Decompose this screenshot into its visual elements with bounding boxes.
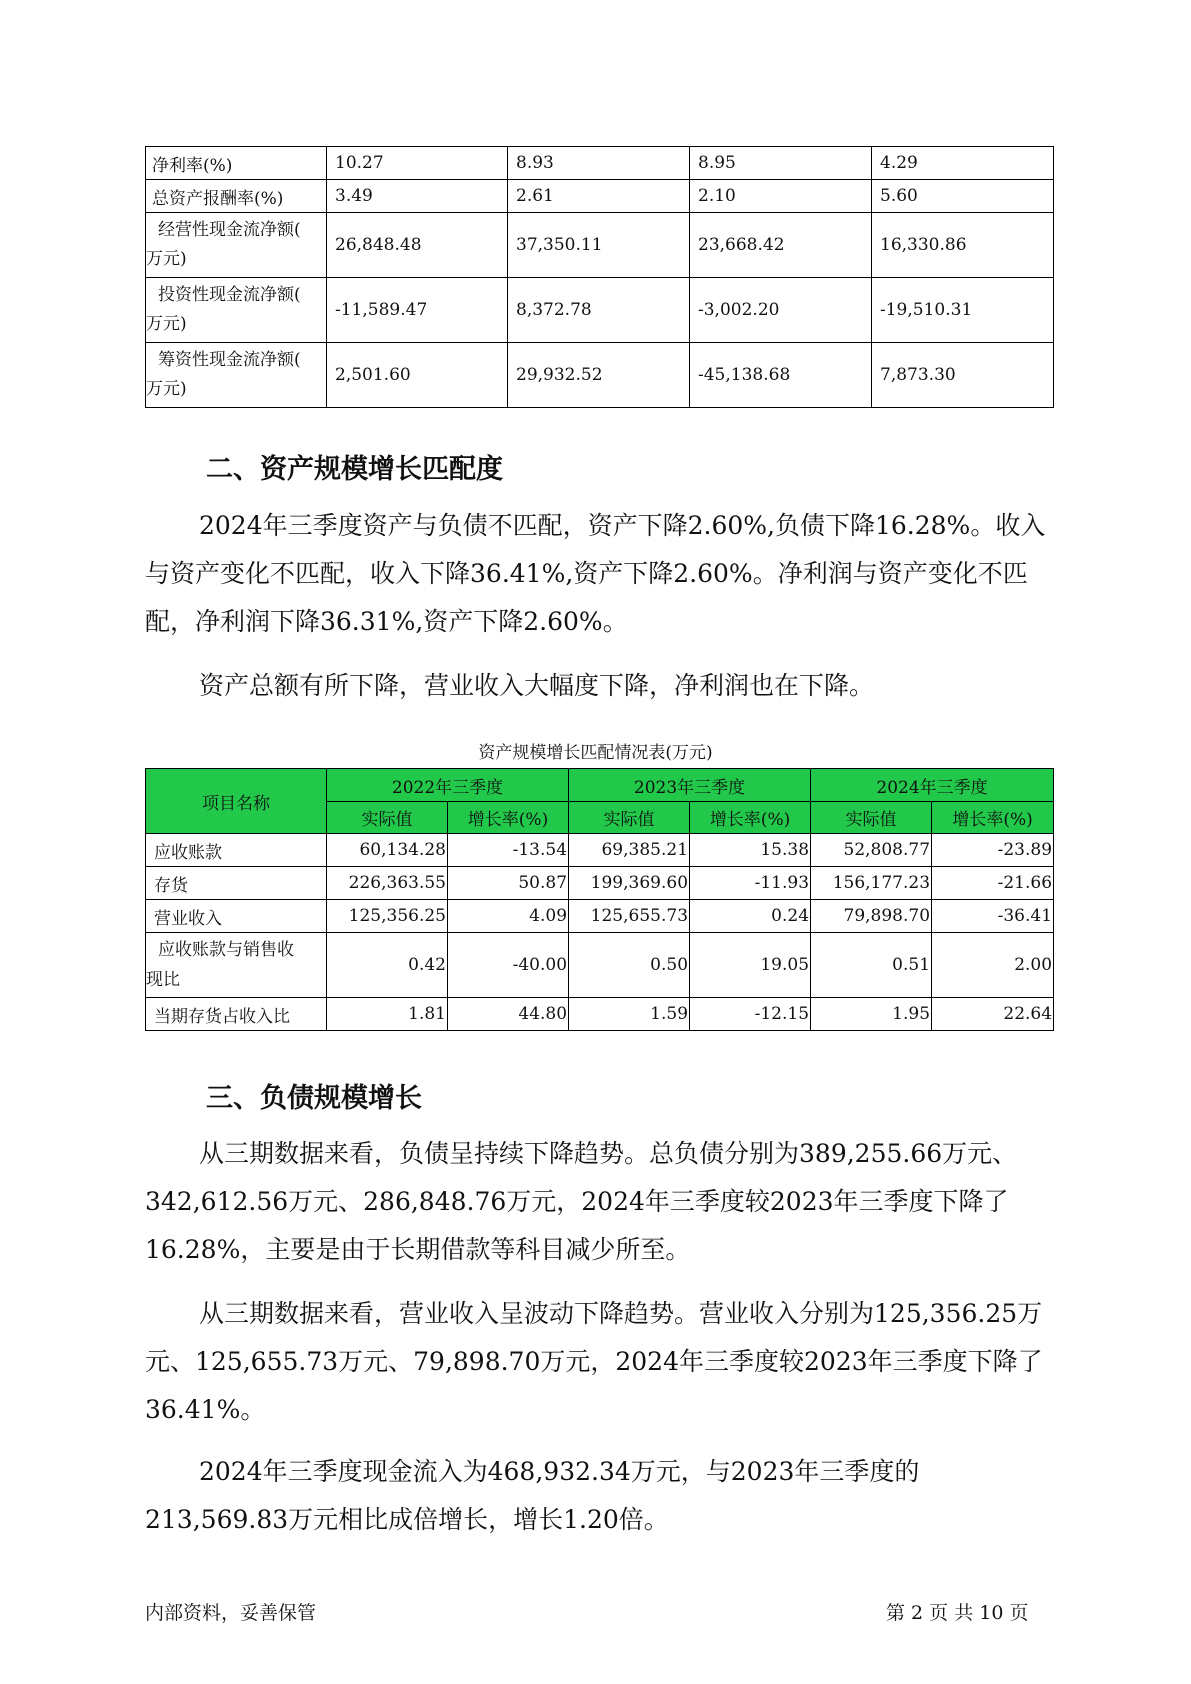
table-row: [146, 998, 1054, 1031]
row-label: 投资性现金流净额( 万元): [146, 278, 327, 343]
table-cell: 0.42: [327, 933, 448, 998]
table-cell: 0.24: [690, 900, 811, 933]
table-cell: 8,372.78: [508, 278, 690, 343]
table-cell: -45,138.68: [690, 343, 872, 408]
table-cell: -13.54: [448, 834, 569, 867]
table-cell: 1.59: [569, 998, 690, 1031]
table-cell: 2.61: [508, 180, 690, 213]
financial-ratio-table: [145, 146, 1054, 408]
table-cell: 10.27: [327, 147, 508, 180]
table-cell: 8.95: [690, 147, 872, 180]
table-cell: 52,808.77: [811, 834, 932, 867]
table-row: [146, 343, 1054, 408]
table-cell: 2,501.60: [327, 343, 508, 408]
table-row: [146, 180, 1054, 213]
table-cell: 8.93: [508, 147, 690, 180]
column-header-actual: 实际值: [569, 802, 690, 834]
table-cell: -3,002.20: [690, 278, 872, 343]
paragraph: 从三期数据来看，负债呈持续下降趋势。总负债分别为389,255.66万元、342,612.56万元、286,848.76万元，2024年三季度较2023年三季度下降了16.28%，主要是由于长期借款等科目减少所至。: [145, 1139, 1018, 1264]
table-cell: 125,356.25: [327, 900, 448, 933]
table-header-row: [146, 769, 1054, 802]
table-cell: 5.60: [872, 180, 1054, 213]
table-cell: 69,385.21: [569, 834, 690, 867]
table-cell: 2.00: [932, 933, 1054, 998]
section-heading: 三、负债规模增长: [206, 1083, 422, 1114]
paragraph: 2024年三季度现金流入为468,932.34万元，与2023年三季度的213,569.83万元相比成倍增长，增长1.20倍。: [145, 1457, 920, 1534]
table-cell: -36.41: [932, 900, 1054, 933]
footer-note: 内部资料，妥善保管: [145, 1602, 317, 1624]
table-row: [146, 213, 1054, 278]
table-row: [146, 147, 1054, 180]
row-label: 存货: [146, 867, 327, 900]
column-header-growth: 增长率(%): [448, 802, 569, 834]
table-row: [146, 834, 1054, 867]
row-label: 当期存货占收入比: [146, 998, 327, 1031]
table-cell: 0.50: [569, 933, 690, 998]
table-cell: 1.95: [811, 998, 932, 1031]
paragraph: 从三期数据来看，营业收入呈波动下降趋势。营业收入分别为125,356.25万元、125,655.73万元、79,898.70万元，2024年三季度较2023年三季度下降了36.41%。: [145, 1299, 1043, 1424]
row-label: 经营性现金流净额( 万元): [146, 213, 327, 278]
table-cell: 37,350.11: [508, 213, 690, 278]
table-row: [146, 933, 1054, 998]
table-row: [146, 278, 1054, 343]
table-cell: 26,848.48: [327, 213, 508, 278]
table-cell: 3.49: [327, 180, 508, 213]
table-cell: 15.38: [690, 834, 811, 867]
paragraph: 资产总额有所下降，营业收入大幅度下降，净利润也在下降。: [199, 671, 875, 700]
table-cell: -23.89: [932, 834, 1054, 867]
table-cell: 22.64: [932, 998, 1054, 1031]
row-label: 筹资性现金流净额( 万元): [146, 343, 327, 408]
table-cell: -19,510.31: [872, 278, 1054, 343]
section-heading: 二、资产规模增长匹配度: [206, 454, 503, 485]
table-caption: 资产规模增长匹配情况表(万元): [478, 743, 713, 763]
table-cell: -12.15: [690, 998, 811, 1031]
row-label: 应收账款与销售收 现比: [146, 933, 327, 998]
column-header-period: 2023年三季度: [569, 769, 811, 802]
table-cell: 44.80: [448, 998, 569, 1031]
table-cell: 50.87: [448, 867, 569, 900]
table-cell: 125,655.73: [569, 900, 690, 933]
column-header-item: 项目名称: [146, 769, 327, 834]
table-cell: 2.10: [690, 180, 872, 213]
table-cell: 7,873.30: [872, 343, 1054, 408]
column-header-period: 2022年三季度: [327, 769, 569, 802]
row-label: 营业收入: [146, 900, 327, 933]
column-header-actual: 实际值: [327, 802, 448, 834]
row-label: 总资产报酬率(%): [146, 180, 327, 213]
page-number: 第 2 页 共 10 页: [886, 1602, 1029, 1624]
column-header-period: 2024年三季度: [811, 769, 1054, 802]
table-cell: 4.29: [872, 147, 1054, 180]
column-header-growth: 增长率(%): [690, 802, 811, 834]
table-cell: 29,932.52: [508, 343, 690, 408]
table-row: [146, 900, 1054, 933]
table-cell: 226,363.55: [327, 867, 448, 900]
table-cell: -21.66: [932, 867, 1054, 900]
table-cell: 60,134.28: [327, 834, 448, 867]
table-cell: -11.93: [690, 867, 811, 900]
table-row: [146, 867, 1054, 900]
paragraph: 2024年三季度资产与负债不匹配，资产下降2.60%,负债下降16.28%。收入与资产变化不匹配，收入下降36.41%,资产下降2.60%。净利润与资产变化不匹配，净利润下降36.31%,资产下降2.60%。: [145, 511, 1046, 636]
table-cell: 0.51: [811, 933, 932, 998]
table-cell: 23,668.42: [690, 213, 872, 278]
row-label: 净利率(%): [146, 147, 327, 180]
table-cell: 1.81: [327, 998, 448, 1031]
table-cell: 4.09: [448, 900, 569, 933]
table-cell: 19.05: [690, 933, 811, 998]
row-label: 应收账款: [146, 834, 327, 867]
column-header-growth: 增长率(%): [932, 802, 1054, 834]
table-cell: 79,898.70: [811, 900, 932, 933]
table-cell: -11,589.47: [327, 278, 508, 343]
table-cell: -40.00: [448, 933, 569, 998]
column-header-actual: 实际值: [811, 802, 932, 834]
table-cell: 16,330.86: [872, 213, 1054, 278]
asset-growth-table: [145, 768, 1054, 1031]
table-cell: 199,369.60: [569, 867, 690, 900]
table-cell: 156,177.23: [811, 867, 932, 900]
